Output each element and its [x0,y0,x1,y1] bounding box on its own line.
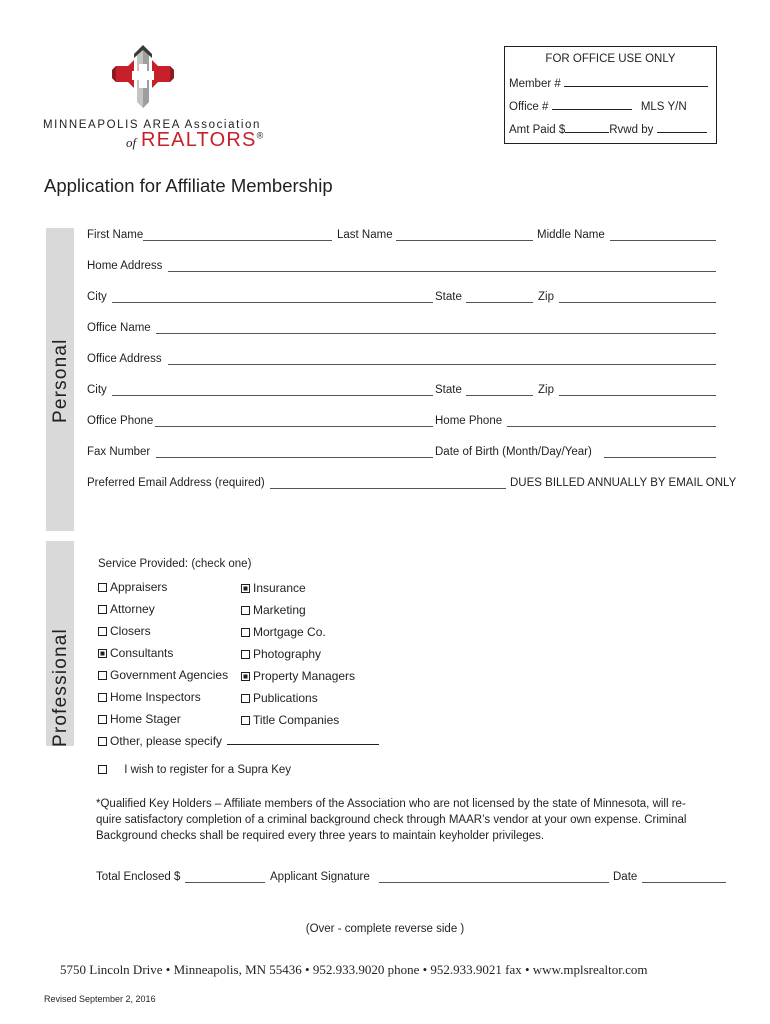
supra-key-checkbox[interactable] [98,765,107,774]
service-option[interactable] [241,603,306,617]
date-field[interactable] [642,882,726,883]
supra-key-label: I wish to register for a Supra Key [124,764,292,776]
supra-key-row[interactable] [98,764,291,776]
office-number-field[interactable] [509,99,687,113]
over-note: (Over - complete reverse side ) [305,923,465,935]
signature-field[interactable] [379,882,609,883]
service-option[interactable] [98,668,228,682]
office-use-title: FOR OFFICE USE ONLY [545,53,676,65]
service-label: Attorney [110,602,155,616]
member-number-field[interactable] [509,76,708,90]
other-specify-field[interactable] [227,734,379,745]
service-checkbox[interactable] [241,584,250,593]
email-field[interactable] [270,488,506,489]
dob-label: Date of Birth (Month/Day/Year) [435,446,592,458]
service-heading: Service Provided: (check one) [98,558,252,570]
service-label: Property Managers [253,669,356,683]
realtors-wordmark [141,129,263,152]
service-label: Home Stager [110,712,181,726]
middle-name-field[interactable] [610,240,716,241]
signature-row [96,871,728,887]
service-checkbox[interactable] [241,628,250,637]
service-label: Government Agencies [110,668,229,682]
service-option[interactable] [241,647,321,661]
member-label: Member # [509,78,561,90]
service-checkbox[interactable] [98,715,107,724]
service-label: Mortgage Co. [253,625,326,639]
service-option[interactable] [241,625,326,639]
other-label: Other, please specify [110,734,223,748]
home-phone-label: Home Phone [435,415,503,427]
date-label: Date [613,871,638,883]
service-option[interactable] [241,691,318,705]
service-option[interactable] [98,712,181,726]
office-address-row [87,353,717,369]
service-checkbox[interactable] [98,583,107,592]
office-name-label: Office Name [87,322,151,334]
service-checkbox[interactable] [241,650,250,659]
service-label: Consultants [110,646,174,660]
first-name-field[interactable] [143,240,332,241]
state-label: State [435,291,462,303]
service-option[interactable] [241,713,339,727]
service-checkbox[interactable] [98,649,107,658]
home-phone-field[interactable] [507,426,716,427]
middle-name-label: Middle Name [537,229,605,241]
name-row [87,229,717,245]
realtor-logo-icon [40,40,270,120]
rvwd-label: Rvwd by [609,124,654,136]
service-label: Publications [253,691,318,705]
key-holder-note: *Qualified Key Holders – Affiliate members of the Association who are not licensed by the state of Minnesota, will re-quire satisfactory completion of a criminal background check through MAAR’s vendor at your own expense. Criminal Background checks shall be required every three years to maintain keyholder privileges. [96,798,687,842]
service-option[interactable] [98,602,155,616]
office-zip-label: Zip [538,384,554,396]
service-checkbox[interactable] [241,672,250,681]
personal-section-label: Personal [50,338,71,423]
service-option[interactable] [98,624,151,638]
service-label: Closers [110,624,151,638]
office-zip-field[interactable] [559,395,716,396]
zip-label: Zip [538,291,554,303]
realtors-text: REALTORS [141,129,257,151]
service-option[interactable] [241,669,355,683]
rvwd-line[interactable] [657,122,707,133]
state-field[interactable] [466,302,533,303]
service-option[interactable] [241,581,306,595]
service-option[interactable] [98,646,173,660]
form-title: Application for Affiliate Membership [44,175,333,196]
personal-section-bar [46,228,74,531]
city-field[interactable] [112,302,433,303]
zip-field[interactable] [559,302,716,303]
dob-field[interactable] [604,457,716,458]
office-city-field[interactable] [112,395,433,396]
registered-mark: ® [256,130,264,141]
signature-label: Applicant Signature [270,871,370,883]
office-city-row [87,384,717,400]
service-checkbox[interactable] [98,605,107,614]
phone-row [87,415,717,431]
member-line[interactable] [564,76,708,87]
total-enclosed-label: Total Enclosed $ [96,871,181,883]
fax-number-field[interactable] [156,457,433,458]
email-label: Preferred Email Address (required) [87,477,265,489]
office-label: Office # [509,101,549,113]
total-enclosed-field[interactable] [185,882,265,883]
revised-date: Revised September 2, 2016 [44,994,156,1004]
professional-section-bar [46,541,74,746]
fax-dob-row [87,446,717,462]
office-state-label: State [435,384,462,396]
home-city-row [87,291,717,307]
office-phone-field[interactable] [155,426,433,427]
fax-number-label: Fax Number [87,446,151,458]
footer-address: 5750 Lincoln Drive • Minneapolis, MN 55436 • 952.933.9020 phone • 952.933.9021 fax • www.mplsrealtor.com [60,962,648,977]
service-checkbox[interactable] [98,693,107,702]
office-state-field[interactable] [466,395,533,396]
service-label: Photography [253,647,322,661]
email-row [87,477,737,493]
service-checkbox[interactable] [241,694,250,703]
office-address-label: Office Address [87,353,162,365]
service-label: Insurance [253,581,306,595]
home-address-row [87,260,717,276]
home-address-label: Home Address [87,260,163,272]
office-line[interactable] [552,99,632,110]
association-of: of [126,135,137,150]
office-phone-label: Office Phone [87,415,154,427]
dues-note: DUES BILLED ANNUALLY BY EMAIL ONLY [510,477,737,489]
service-label: Title Companies [253,713,340,727]
office-city-label: City [87,384,107,396]
office-name-row [87,322,717,338]
service-checkbox[interactable] [241,606,250,615]
amt-paid-label: Amt Paid $ [509,124,566,136]
association-name: MINNEAPOLIS AREA Association [43,119,262,131]
other-specify-row[interactable] [98,734,379,748]
service-checkbox[interactable] [98,671,107,680]
other-checkbox[interactable] [98,737,107,746]
service-label: Home Inspectors [110,690,201,704]
first-name-label: First Name [87,229,144,241]
last-name-label: Last Name [337,229,393,241]
service-option[interactable] [98,690,201,704]
service-label: Appraisers [110,580,168,594]
service-checkbox[interactable] [98,627,107,636]
amt-paid-field[interactable] [509,122,707,136]
office-use-box [504,46,717,144]
professional-section-label: Professional [50,628,71,747]
service-label: Marketing [253,603,306,617]
last-name-field[interactable] [396,240,533,241]
mls-label: MLS Y/N [640,101,687,113]
amt-paid-line[interactable] [565,122,609,133]
service-option[interactable] [98,580,167,594]
home-address-field[interactable] [168,271,716,272]
service-checkbox[interactable] [241,716,250,725]
office-name-field[interactable] [156,333,716,334]
city-label: City [87,291,107,303]
office-address-field[interactable] [168,364,716,365]
